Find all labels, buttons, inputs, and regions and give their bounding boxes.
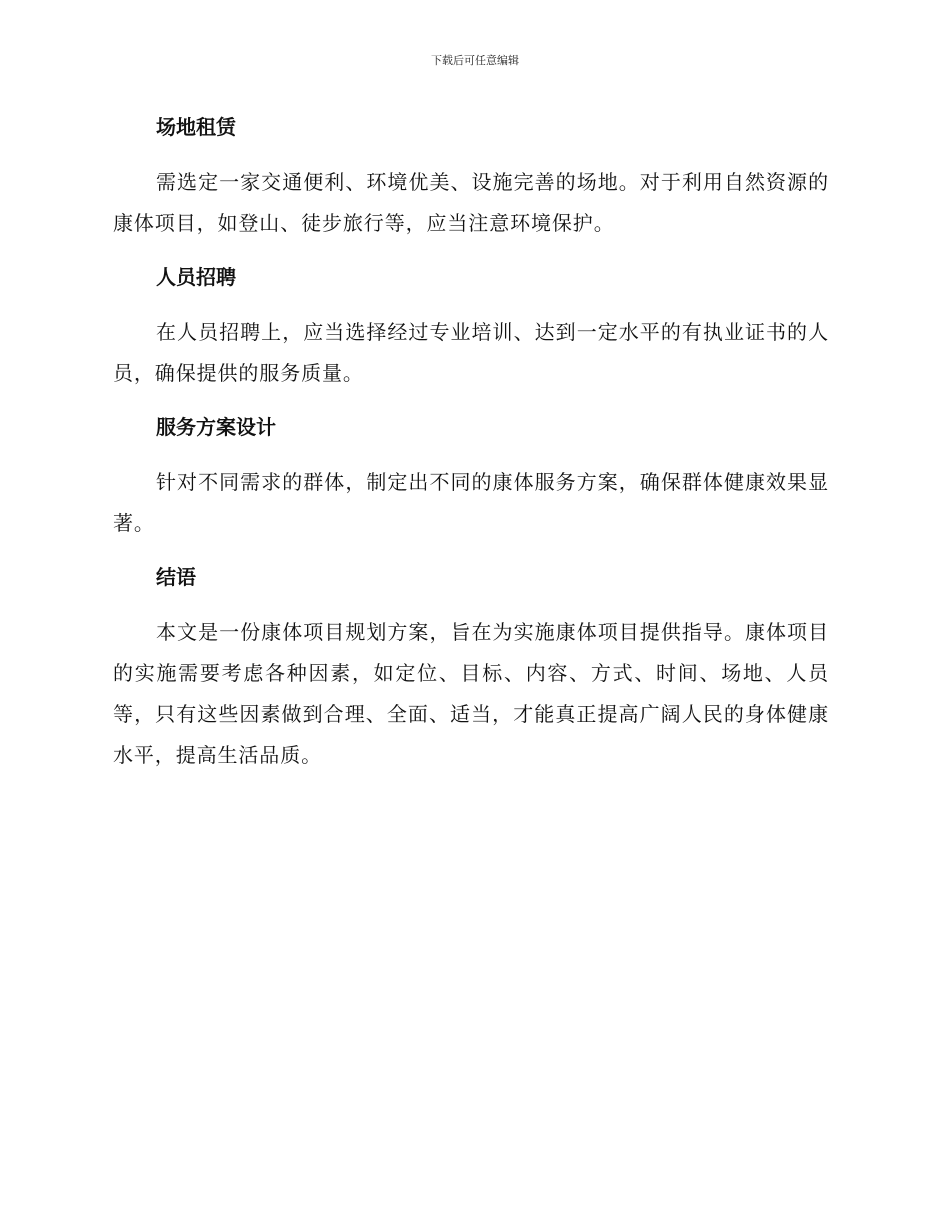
section-heading: 结语	[156, 565, 196, 589]
section-heading: 场地租赁	[156, 115, 236, 139]
section-heading: 人员招聘	[156, 265, 236, 289]
section-paragraph: 在人员招聘上，应当选择经过专业培训、达到一定水平的有执业证书的人员，确保提供的服务质量。	[113, 320, 829, 385]
document-body	[113, 110, 829, 776]
section-conclusion	[113, 560, 829, 776]
section-staff-recruitment	[113, 260, 829, 410]
section-paragraph: 需选定一家交通便利、环境优美、设施完善的场地。对于利用自然资源的康体项目，如登山、徒步旅行等，应当注意环境保护。	[113, 170, 829, 235]
section-heading: 服务方案设计	[156, 415, 276, 439]
section-venue-rental	[113, 110, 829, 260]
section-service-plan-design	[113, 410, 829, 560]
section-paragraph: 针对不同需求的群体，制定出不同的康体服务方案，确保群体健康效果显著。	[113, 470, 829, 535]
page-header-note: 下载后可任意编辑	[431, 54, 519, 67]
section-paragraph: 本文是一份康体项目规划方案，旨在为实施康体项目提供指导。康体项目的实施需要考虑各种因素，如定位、目标、内容、方式、时间、场地、人员等，只有这些因素做到合理、全面、适当，才能真正提高广阔人民的身体健康水平，提高生活品质。	[113, 620, 829, 767]
